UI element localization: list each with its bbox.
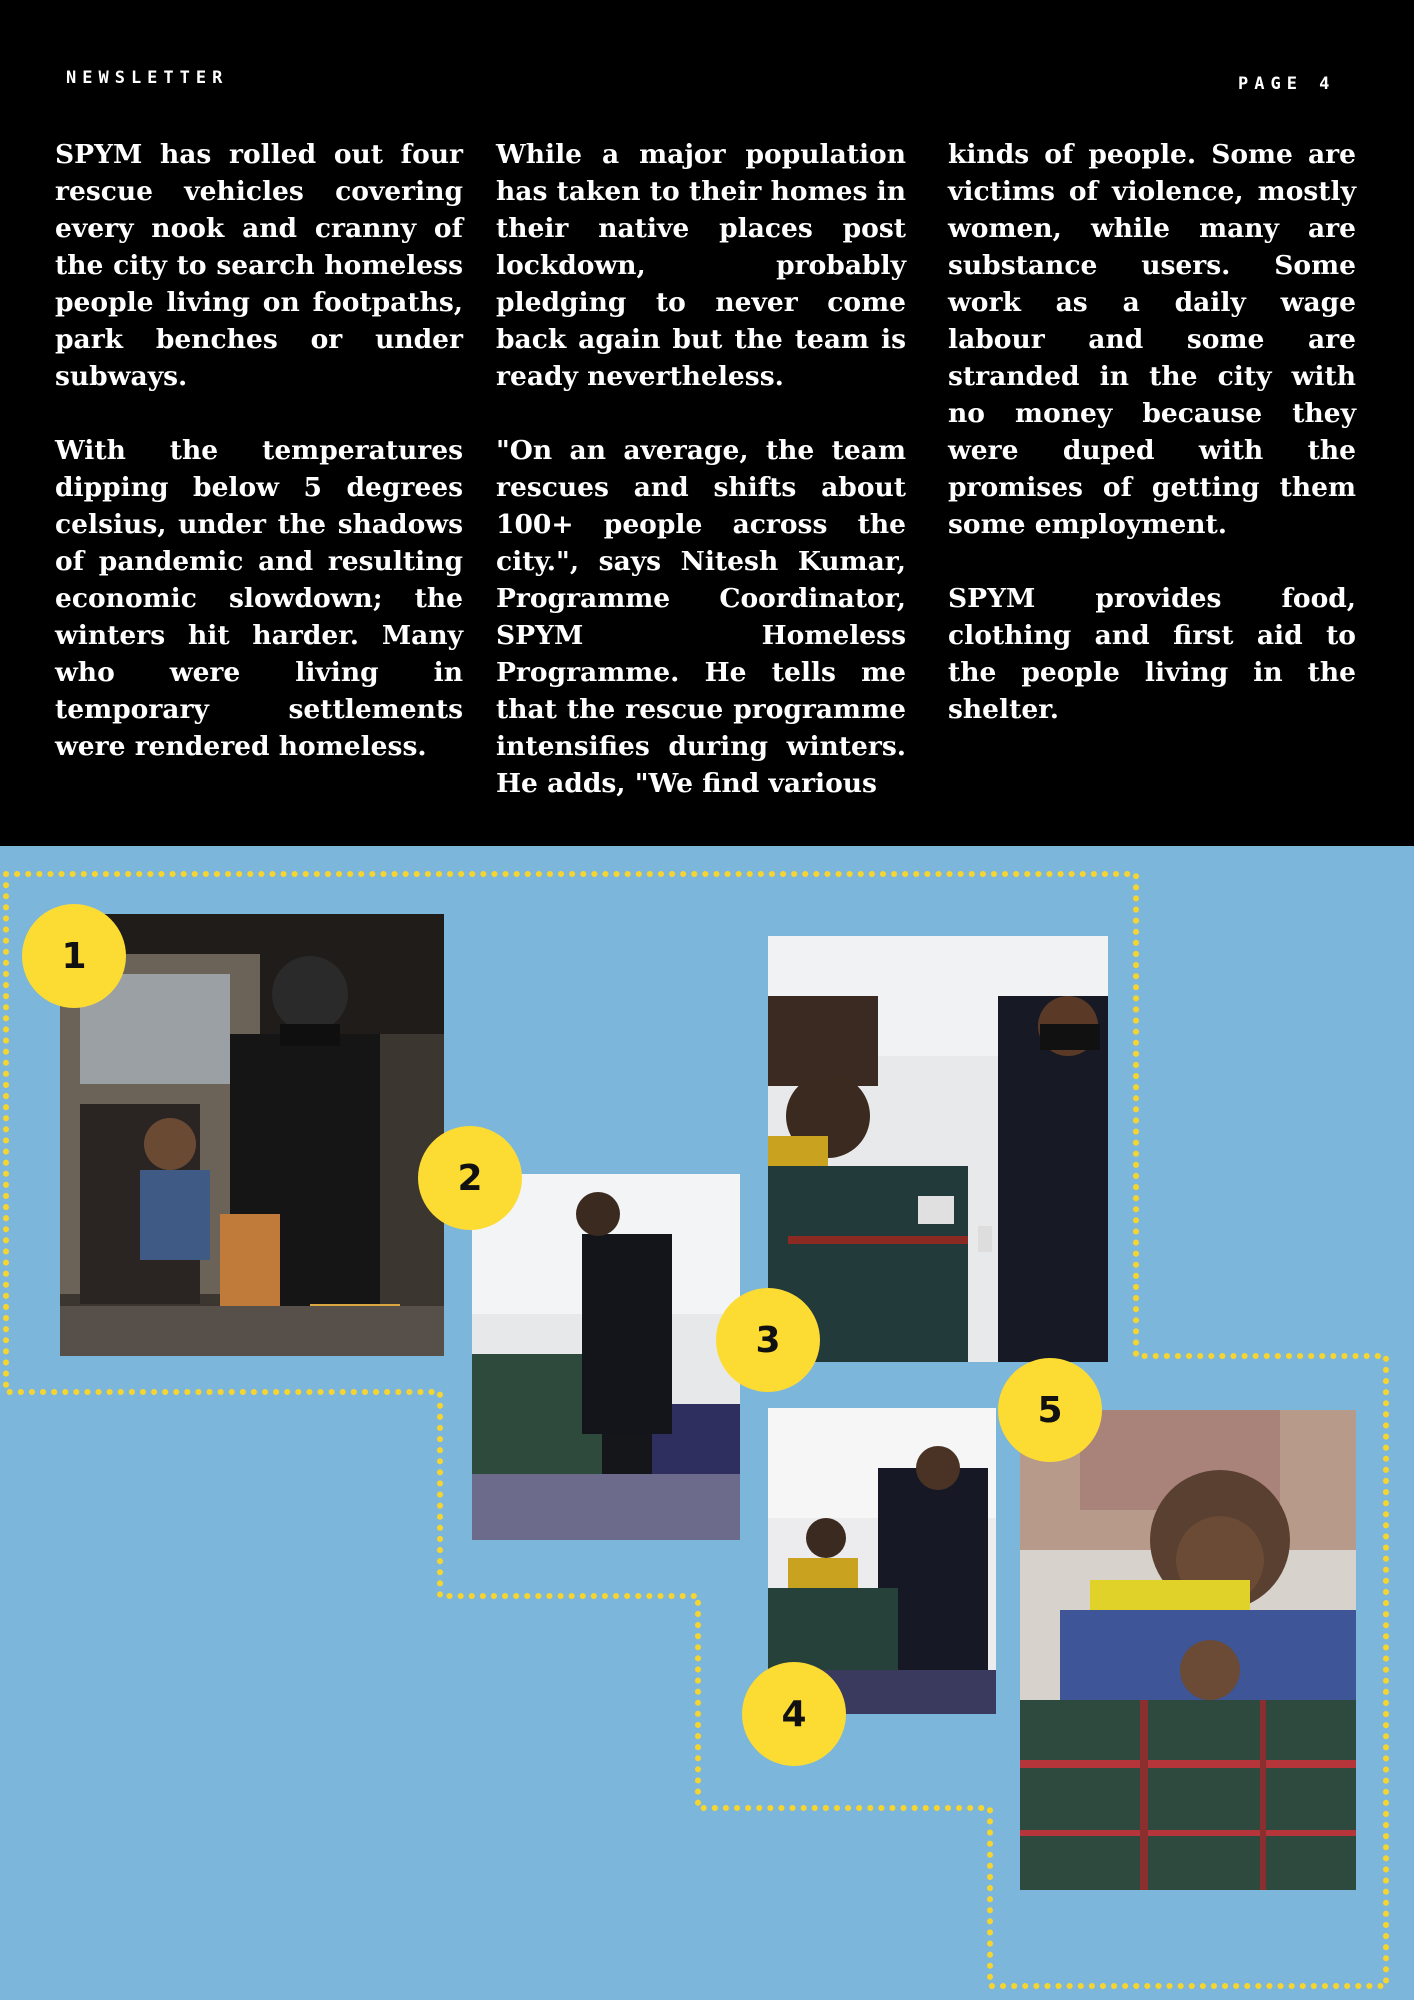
paragraph: "On an average, the team rescues and shifts about 100+ people across the city.", says Nitesh Kumar, Programme Coordinator, SPYM Homeless Programme. He tells me that the rescue programme intensifies during winters. He adds, "We find various [496, 435, 906, 799]
photo-man-resting [1020, 1410, 1356, 1890]
step-badge-5: 5 [998, 1358, 1102, 1462]
step-badge-3: 3 [716, 1288, 820, 1392]
step-badge-1: 1 [22, 904, 126, 1008]
page-number: PAGE 4 [1238, 74, 1336, 94]
paragraph: With the temperatures dipping below 5 degrees celsius, under the shadows of pandemic and resulting economic slowdown; the winters hit harder. Many who were living in temporary settlements were rendered homeless. [55, 435, 463, 762]
paragraph: SPYM has rolled out four rescue vehicles covering every nook and cranny of the city to search homeless people living on footpaths, park benches or under subways. [55, 139, 463, 392]
paragraph: While a major population has taken to their homes in their native places post lockdown, probably pledging to never come back again but the team is ready nevertheless. [496, 139, 906, 392]
newsletter-label: NEWSLETTER [66, 68, 229, 88]
paragraph: kinds of people. Some are victims of violence, mostly women, while many are substance users. Some work as a daily wage labour and some are stranded in the city with no money because they were duped with the promises of getting them some employment. [948, 139, 1356, 540]
photo-volunteer-checking [472, 1174, 740, 1540]
paragraph: SPYM provides food, clothing and first aid to the people living in the shelter. [948, 583, 1356, 725]
step-badge-4: 4 [742, 1662, 846, 1766]
step-badge-2: 2 [418, 1126, 522, 1230]
photo-man-with-blanket [768, 936, 1108, 1362]
